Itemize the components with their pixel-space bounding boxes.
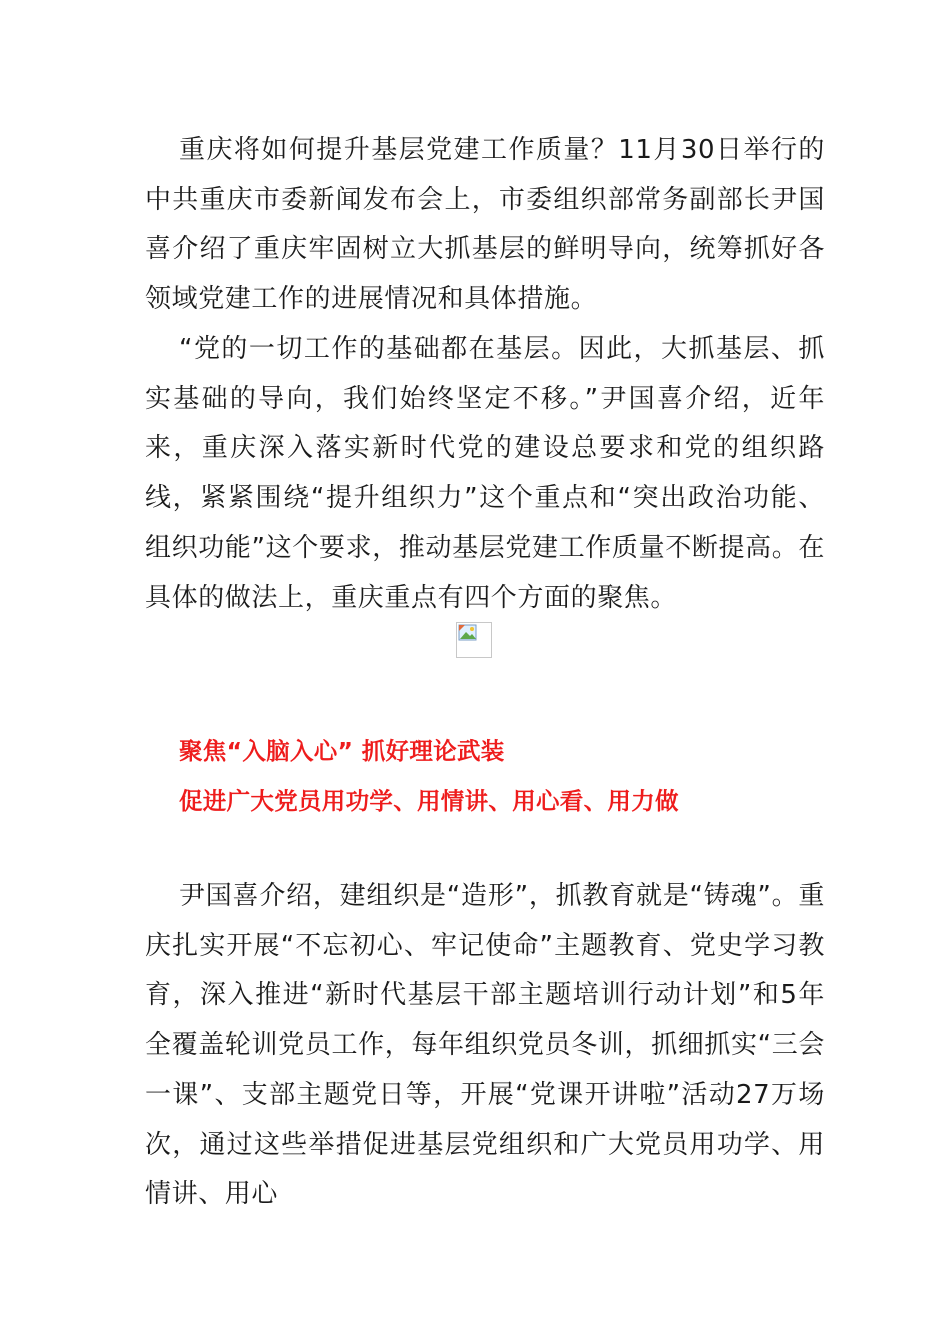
quote-paragraph: “党的一切工作的基础都在基层。因此，大抓基层、抓实基础的导向，我们始终坚定不移。”尹国喜介绍，近年来，重庆深入落实新时代党的建设总要求和党的组织路线，紧紧围绕“提升组织力”这个重点和“突出政治功能、组织功能”这个要求，推动基层党建工作质量不断提高。在具体的做法上，重庆重点有四个方面的聚焦。 (145, 334, 825, 613)
section-heading-line2: 促进广大党员用功学、用情讲、用心看、用力做 (179, 787, 679, 815)
intro-paragraph: 重庆将如何提升基层党建工作质量？11月30日举行的中共重庆市委新闻发布会上，市委组织部常务副部长尹国喜介绍了重庆牢固树立大抓基层的鲜明导向，统筹抓好各领域党建工作的进展情况和具体措施。 (145, 135, 825, 315)
image-placeholder-icon (458, 624, 478, 642)
education-paragraph: 尹国喜介绍，建组织是“造形”，抓教育就是“铸魂”。重庆扎实开展“不忘初心、牢记使命”主题教育、党史学习教育，深入推进“新时代基层干部主题培训行动计划”和5年全覆盖轮训党员工作，每年组织党员冬训，抓细抓实“三会一课”、支部主题党日等，开展“党课开讲啦”活动27万场次，通过这些举措促进基层党组织和广大党员用功学、用情讲、用心 (145, 881, 825, 1210)
broken-image-icon (456, 622, 492, 658)
section-heading-line1: 聚焦“入脑入心” 抓好理论武装 (179, 737, 505, 765)
